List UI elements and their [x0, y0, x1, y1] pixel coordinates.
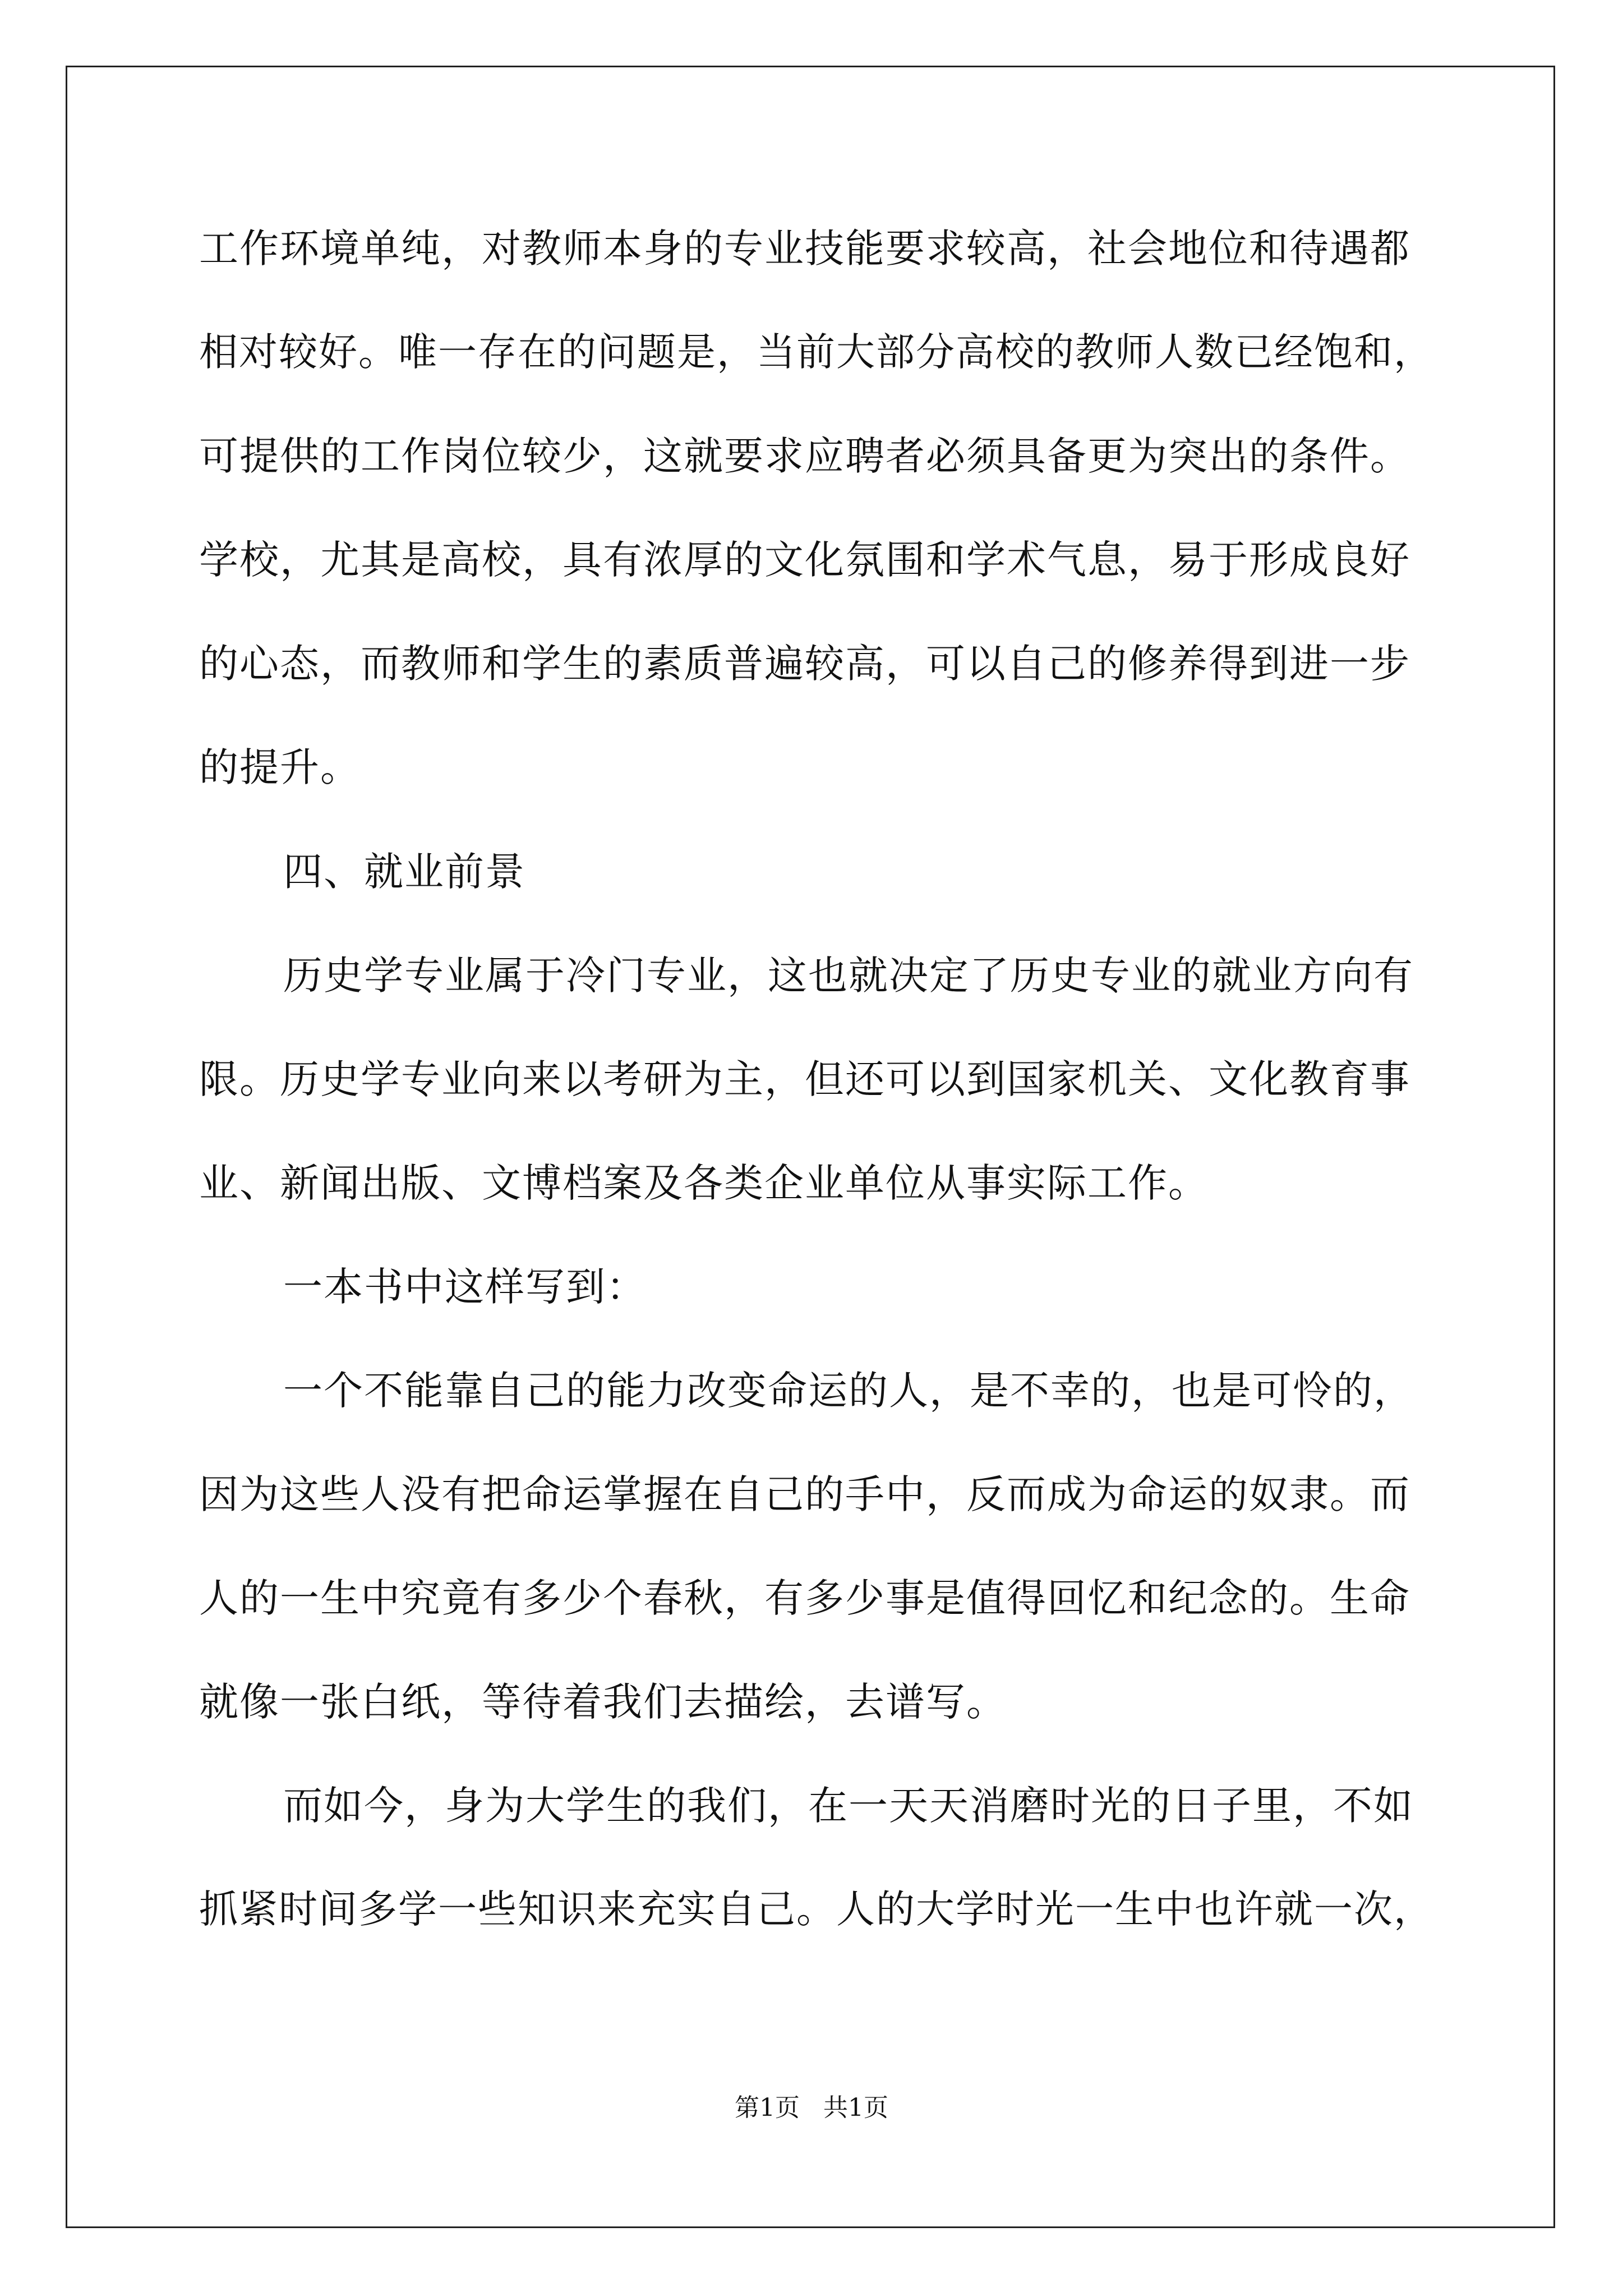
text-line: 相对较好。唯一存在的问题是，当前大部分高校的教师人数已经饱和，	[199, 330, 1433, 375]
text-line: 历史学专业属于冷门专业，这也就决定了历史专业的就业方向有	[283, 953, 1414, 999]
text-line: 人的一生中究竟有多少个春秋，有多少事是值得回忆和纪念的。生命	[199, 1575, 1410, 1621]
text-line: 的心态，而教师和学生的素质普遍较高，可以自己的修养得到进一步	[199, 641, 1410, 687]
text-line: 抓紧时间多学一些知识来充实自己。人的大学时光一生中也许就一次，	[199, 1887, 1433, 1932]
text-line: 限。历史学专业向来以考研为主，但还可以到国家机关、文化教育事	[199, 1056, 1410, 1102]
text-line: 工作环境单纯，对教师本身的专业技能要求较高，社会地位和待遇都	[199, 226, 1410, 272]
text-line: 就像一张白纸，等待着我们去描绘，去谱写。	[199, 1679, 1007, 1725]
text-line: 而如今，身为大学生的我们，在一天天消磨时光的日子里，不如	[283, 1783, 1414, 1829]
section-heading: 四、就业前景	[283, 849, 525, 895]
text-line: 业、新闻出版、文博档案及各类企业单位从事实际工作。	[199, 1160, 1209, 1206]
text-line: 因为这些人没有把命运掌握在自己的手中，反而成为命运的奴隶。而	[199, 1471, 1410, 1517]
page-number-footer: 第1页 共1页	[735, 2093, 888, 2122]
text-line: 一个不能靠自己的能力改变命运的人，是不幸的，也是可怜的，	[283, 1368, 1414, 1414]
text-line: 的提升。	[199, 744, 361, 790]
text-line: 可提供的工作岗位较少，这就要求应聘者必须具备更为突出的条件。	[199, 433, 1410, 479]
text-line: 学校，尤其是高校，具有浓厚的文化氛围和学术气息，易于形成良好	[199, 537, 1410, 583]
text-line: 一本书中这样写到：	[283, 1264, 647, 1310]
